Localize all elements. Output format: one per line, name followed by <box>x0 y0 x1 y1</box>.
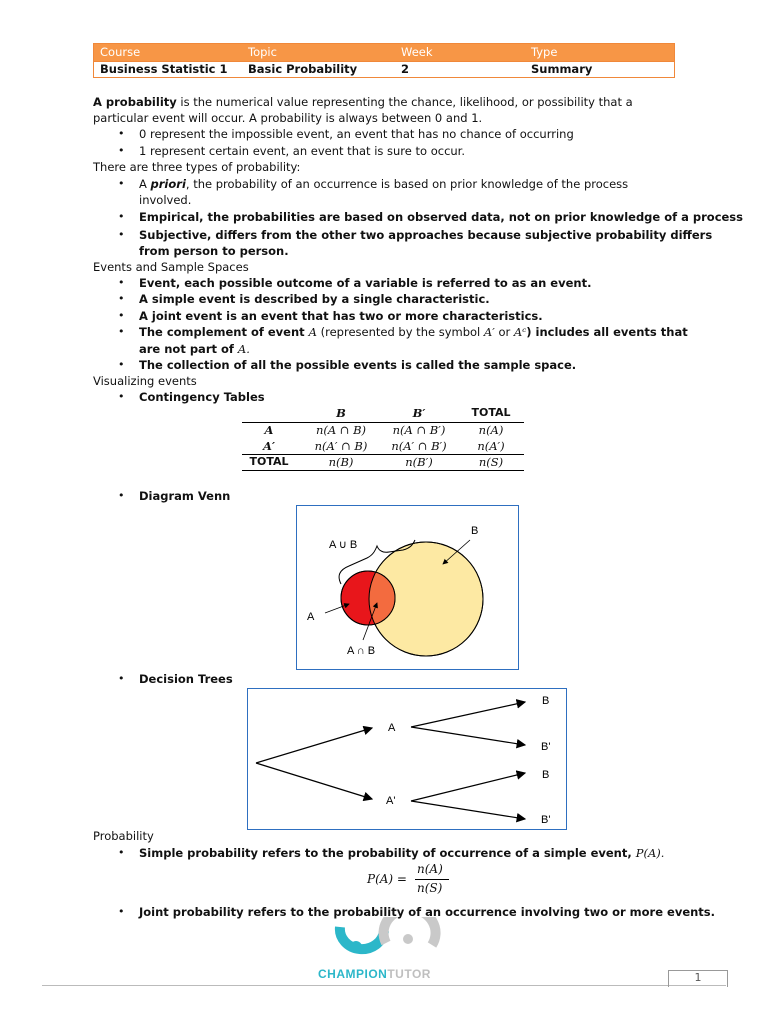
contingency-label: Contingency Tables <box>139 390 265 404</box>
simple-probability-expr: P(A). <box>635 846 665 860</box>
probability-formula <box>367 862 457 896</box>
footer-logo <box>316 917 452 983</box>
bullet-icon: • <box>118 672 125 685</box>
bullet-icon: • <box>118 325 125 338</box>
header-value-type: Summary <box>531 62 593 76</box>
intro-bullet-2: 1 represent certain event, an event that is sure to occur. <box>139 144 466 158</box>
bullet-icon: • <box>118 489 125 502</box>
table-cell: n(A′) <box>477 439 505 453</box>
table-col-header-total: TOTAL <box>471 406 511 419</box>
footer-rule <box>42 985 726 986</box>
page-number: 1 <box>668 970 728 987</box>
events-heading: Events and Sample Spaces <box>93 260 249 274</box>
table-cell: n(A′ ∩ B′) <box>391 439 447 453</box>
complement-text-4: are not part of <box>139 342 238 356</box>
tree-node-aprime: A' <box>386 795 396 807</box>
tree-leaf: B <box>542 769 550 781</box>
table-cell: n(B′) <box>405 455 433 469</box>
apriori-rest: , the probability of an occurrence is based on prior knowledge of the process <box>185 177 629 191</box>
header-label-topic: Topic <box>248 45 277 59</box>
tree-branch <box>411 801 525 819</box>
events-bullet-1: Event, each possible outcome of a variable is referred to as an event. <box>139 276 592 290</box>
formula-fraction-bar <box>415 879 449 880</box>
bullet-icon: • <box>118 292 125 305</box>
types-apriori-line-2: involved. <box>139 193 192 207</box>
bullet-icon: • <box>118 228 125 241</box>
tree-branch <box>411 773 525 801</box>
venn-text-intersection: A ∩ B <box>347 645 376 657</box>
types-heading: There are three types of probability: <box>93 160 301 174</box>
table-cell: n(B) <box>328 455 354 469</box>
bullet-icon: • <box>118 276 125 289</box>
bullet-icon: • <box>118 177 125 190</box>
formula-denominator: n(S) <box>417 881 443 895</box>
table-cell: n(A ∩ B) <box>315 423 367 437</box>
logo-icon <box>316 917 452 967</box>
venn-text-union: A ∪ B <box>329 539 358 551</box>
header-label-type: Type <box>531 45 558 59</box>
table-row-label: TOTAL <box>249 455 289 468</box>
events-bullet-4-line-2 <box>139 341 250 357</box>
simple-probability-text: refers to the probability of occurrence of a simple event, <box>258 846 636 860</box>
types-empirical: Empirical, the probabilities are based on observed data, not on prior knowledge of a process <box>139 210 743 224</box>
types-apriori-line-1 <box>139 176 628 192</box>
complement-symbol-a: A <box>308 325 317 339</box>
table-row-label: A <box>264 423 274 437</box>
table-col-header-bprime: B′ <box>412 406 426 420</box>
intro-line-1-rest: is the numerical value representing the chance, likelihood, or possibility that a <box>176 95 633 109</box>
bullet-icon: • <box>118 905 125 918</box>
joint-probability-term: Joint probability <box>139 905 244 919</box>
header-value-week: 2 <box>401 62 410 76</box>
bullet-icon: • <box>118 390 125 403</box>
complement-text-3: ) includes all events that <box>526 325 688 339</box>
table-cell: n(A′ ∩ B) <box>314 439 368 453</box>
visualizing-heading: Visualizing events <box>93 374 197 388</box>
header-row <box>94 44 674 61</box>
complement-text-1: The complement of event <box>139 325 309 339</box>
bullet-icon: • <box>118 210 125 223</box>
intro-line-2: particular event will occur. A probability is always between 0 and 1. <box>93 111 483 125</box>
simple-probability-term: Simple probability <box>139 846 259 860</box>
header-value-topic: Basic Probability <box>248 62 358 76</box>
table-cell: n(A) <box>478 423 504 437</box>
header-table <box>93 43 675 78</box>
bullet-icon: • <box>118 846 125 859</box>
complement-symbol-ac: Aᶜ <box>513 325 527 339</box>
table-col-header-b: B <box>336 406 346 420</box>
header-label-week: Week <box>401 45 433 59</box>
header-value-course: Business Statistic 1 <box>100 62 228 76</box>
complement-symbol-aprime: A′ <box>483 325 495 339</box>
bullet-icon: • <box>118 358 125 371</box>
joint-probability-text: refers to the probability of an occurrence involving two or more events. <box>243 905 716 919</box>
venn-text-b: B <box>471 525 479 537</box>
bullet-icon: • <box>118 309 125 322</box>
venn-diagram <box>296 505 519 670</box>
venn-label: Diagram Venn <box>139 489 231 503</box>
tree-leaf: B' <box>541 814 551 826</box>
decision-tree-svg <box>248 689 566 829</box>
events-bullet-2: A simple event is described by a single characteristic. <box>139 292 490 306</box>
types-subjective-line-2: from person to person. <box>139 244 289 258</box>
probability-heading: Probability <box>93 829 154 843</box>
events-bullet-3: A joint event is an event that has two or more characteristics. <box>139 309 543 323</box>
header-label-course: Course <box>100 45 141 59</box>
bullet-icon: • <box>118 144 125 157</box>
simple-probability <box>139 845 664 861</box>
table-cell: n(A ∩ B′) <box>392 423 446 437</box>
venn-svg <box>297 506 518 669</box>
tree-node-a: A <box>388 722 396 734</box>
bullet-icon: • <box>118 127 125 140</box>
table-cell: n(S) <box>478 455 504 469</box>
tree-branch <box>256 763 372 799</box>
types-subjective-line-1: Subjective, differs from the other two approaches because subjective probability differs <box>139 228 713 242</box>
intro-line-1 <box>93 94 633 110</box>
apriori-term: priori <box>150 177 186 191</box>
complement-symbol-a2: A. <box>237 342 250 356</box>
decision-trees-label: Decision Trees <box>139 672 233 686</box>
events-bullet-5: The collection of all the possible events is called the sample space. <box>139 358 577 372</box>
tree-leaf: B' <box>541 741 551 753</box>
formula-lhs: P(A) = <box>367 872 407 886</box>
tree-leaf: B <box>542 695 550 707</box>
venn-text-a: A <box>307 611 315 623</box>
logo-text-tutor: TUTOR <box>387 967 431 981</box>
decision-tree <box>247 688 567 830</box>
events-bullet-4-line-1 <box>139 324 688 340</box>
logo-text-champion: CHAMPION <box>318 967 388 981</box>
intro-bullet-1: 0 represent the impossible event, an event that has no chance of occurring <box>139 127 574 141</box>
formula-numerator: n(A) <box>417 862 443 876</box>
tree-branch <box>256 728 372 763</box>
table-rule-bottom <box>242 470 524 471</box>
complement-text-or: or <box>494 325 514 339</box>
apriori-prefix: A <box>139 177 151 191</box>
table-row-label: A′ <box>263 439 275 453</box>
tree-branch <box>411 727 525 745</box>
tree-branch <box>411 702 525 727</box>
intro-bold: A probability <box>93 95 177 109</box>
contingency-table <box>242 405 524 471</box>
complement-text-2: (represented by the symbol <box>316 325 484 339</box>
